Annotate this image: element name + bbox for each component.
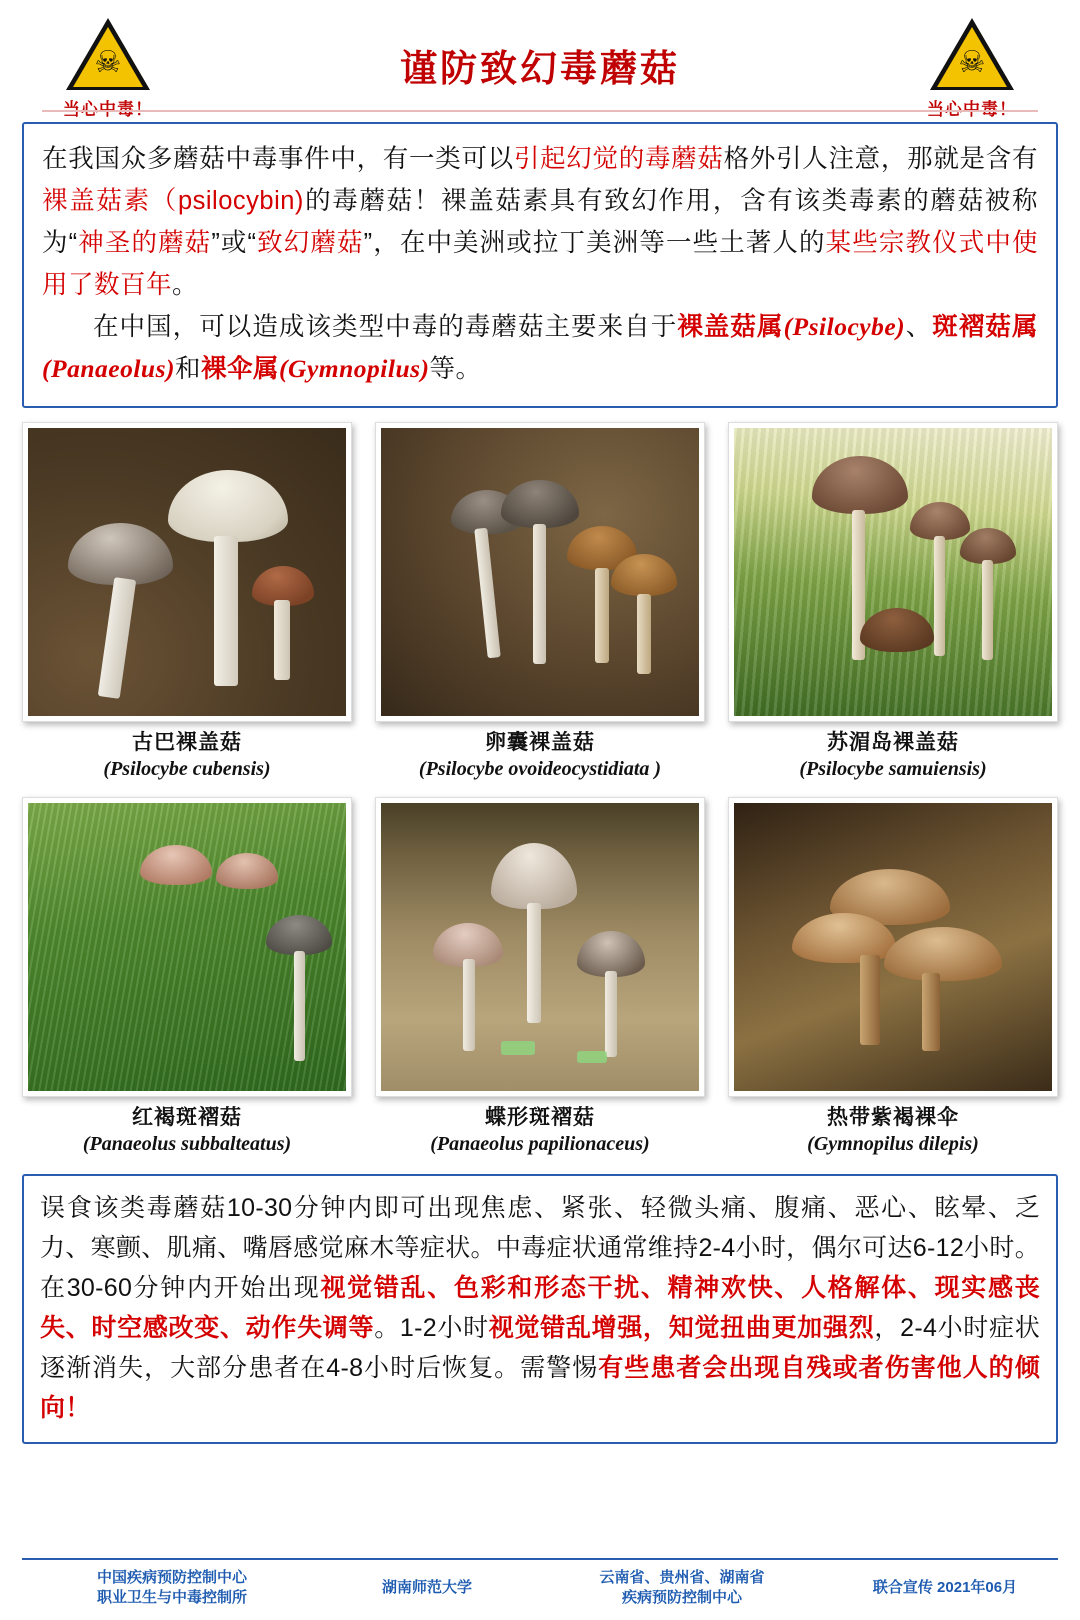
species-gallery: [22, 422, 1058, 1158]
footer-org-1: 中国疾病预防控制中心 职业卫生与中毒控制所: [96, 1569, 247, 1606]
page-title: 谨防致幻毒蘑菇: [400, 48, 680, 89]
species-row-1: [22, 422, 1058, 783]
species-caption: 苏湄岛裸盖菇 (Psilocybe samuiensis): [799, 731, 987, 780]
intro-paragraph-1: 在我国众多蘑菇中毒事件中，有一类可以引起幻觉的毒蘑菇格外引人注意，那就是含有裸盖菇素（psilocybin)的毒蘑菇！裸盖菇素具有致幻作用，含有该类毒素的蘑菇被称为“神圣的蘑菇”或“致幻蘑菇”，在中美洲或拉丁美洲等一些土著人的某些宗教仪式中使用了数百年。: [42, 145, 1038, 299]
species-row-2: [22, 797, 1058, 1158]
header-divider: [42, 110, 1038, 112]
skull-and-crossbones-icon: ☠: [66, 18, 150, 92]
species-photo-gymnopilus-dilepis: [734, 803, 1052, 1091]
photo-frame: [22, 797, 352, 1097]
intro-text-box: [22, 122, 1058, 408]
footer-publish-info: 联合宣传 2021年06月: [872, 1579, 1018, 1596]
photo-frame: [375, 422, 705, 722]
species-caption: 红褐斑褶菇 (Panaeolus subbalteatus): [82, 1106, 292, 1155]
species-caption: 卵囊裸盖菇 (Psilocybe ovoideocystidiata ): [418, 731, 662, 780]
species-card-2: [375, 422, 705, 783]
photo-frame: [728, 797, 1058, 1097]
photo-frame: [22, 422, 352, 722]
photo-frame: [375, 797, 705, 1097]
species-card-4: [22, 797, 352, 1158]
species-caption: 蝶形斑褶菇 (Panaeolus papilionaceus): [430, 1106, 650, 1155]
species-card-1: [22, 422, 352, 783]
poster-footer: [22, 1558, 1058, 1608]
hazard-label-right: [924, 95, 1020, 120]
skull-and-crossbones-icon: ☠: [930, 18, 1014, 92]
species-caption: 古巴裸盖菇 (Psilocybe cubensis): [103, 731, 271, 780]
species-card-6: [728, 797, 1058, 1158]
species-photo-psilocybe-samuiensis: [734, 428, 1052, 716]
photo-frame: [728, 422, 1058, 722]
species-photo-psilocybe-ovoideocystidiata: [381, 428, 699, 716]
species-photo-panaeolus-papilionaceus: [381, 803, 699, 1091]
symptom-text-box: [22, 1174, 1058, 1444]
symptom-paragraph: 误食该类毒蘑菇10-30分钟内即可出现焦虑、紧张、轻微头痛、腹痛、恶心、眩晕、乏力、寒颤、肌痛、嘴唇感觉麻木等症状。中毒症状通常维持2-4小时，偶尔可达6-12小时。在30-60分钟内开始出现视觉错乱、色彩和形态干扰、精神欢快、人格解体、现实感丧失、时空感改变、动作失调等。1-2小时视觉错乱增强，知觉扭曲更加强烈，2-4小时症状逐渐消失，大部分患者在4-8小时后恢复。需警惕有些患者会出现自残或者伤害他人的倾向！: [40, 1194, 1040, 1422]
species-photo-psilocybe-cubensis: [28, 428, 346, 716]
footer-org-3: 云南省、贵州省、湖南省 疾病预防控制中心: [599, 1569, 765, 1606]
hazard-warning-right: [924, 18, 1020, 120]
species-caption: 热带紫褐裸伞 (Gymnopilus dilepis): [807, 1106, 979, 1155]
species-photo-panaeolus-subbalteatus: [28, 803, 346, 1091]
species-card-5: [375, 797, 705, 1158]
footer-org-2: 湖南师范大学: [381, 1579, 472, 1596]
hazard-label-left: [60, 95, 156, 120]
intro-paragraph-2: 在中国，可以造成该类型中毒的毒蘑菇主要来自于裸盖菇属(Psilocybe)、斑褶菇属(Panaeolus)和裸伞属(Gymnopilus)等。: [42, 312, 1038, 383]
species-card-3: [728, 422, 1058, 783]
poster-header: [22, 0, 1058, 118]
